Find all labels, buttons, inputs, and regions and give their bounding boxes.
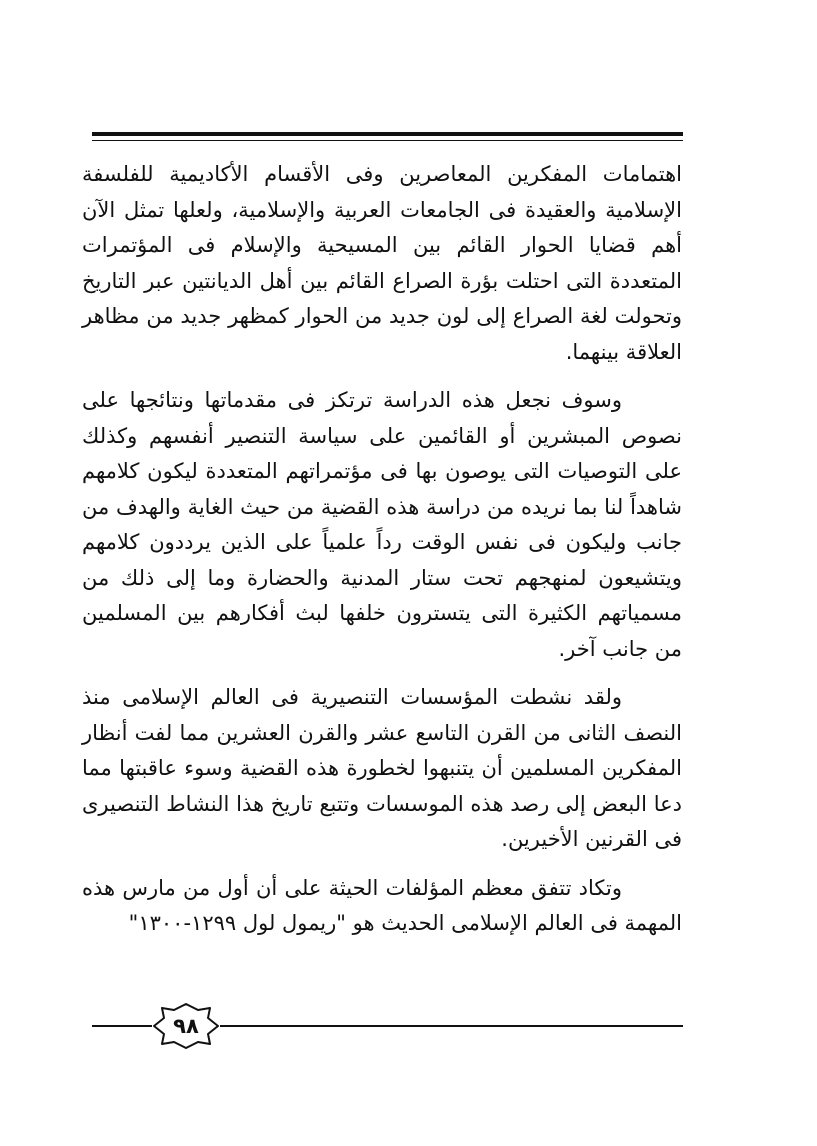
header-rule-thin xyxy=(92,140,683,141)
paragraph-1: اهتمامات المفكرين المعاصرين وفى الأقسام الأكاديمية للفلسفة الإسلامية والعقيدة فى الجامعات العربية والإسلامية، ولعلها تمثل الآن أهم قضايا الحوار القائم بين المسيحية والإسلام فى المؤتمرات المتعددة التى احتلت بؤرة الصراع القائم بين أهل الديانتين عبر التاريخ وتحولت لغة الصراع إلى لون جديد من الحوار كمظهر جديد من مظاهر العلاقة بينهما. xyxy=(82,162,682,364)
paragraph-2: وسوف نجعل هذه الدراسة ترتكز فى مقدماتها ونتائجها على نصوص المبشرين أو القائمين على سياسة التنصير أنفسهم وكذلك على التوصيات التى يوصون بها فى مؤتمراتهم المتعددة ليكون كلامهم شاهداً لنا بما نريده من دراسة هذه القضية من حيث الغاية والهدف من جانب وليكون فى نفس الوقت رداً علمياً على الذين يرددون كلامهم ويتشيعون لمنهجهم تحت ستار المدنية والحضارة وما إلى ذلك من مسمياتهم الكثيرة التى يتسترون خلفها لبث أفكارهم بين المسلمين من جانب آخر. xyxy=(82,388,682,661)
body-text xyxy=(82,157,682,942)
page-number: ٩٨ xyxy=(173,1014,199,1038)
paragraph-3: ولقد نشطت المؤسسات التنصيرية فى العالم الإسلامى منذ النصف الثانى من القرن التاسع عشر والقرن العشرين مما لفت أنظار المفكرين المسلمين أن يتنبهوا لخطورة هذه القضية وسوء عاقبتها مما دعا البعض إلى رصد هذه الموسسات وتتبع تاريخ هذا النشاط التنصيرى فى القرنين الأخيرين. xyxy=(82,685,682,851)
footer-rule-left xyxy=(92,1025,152,1027)
paragraph-4: وتكاد تتفق معظم المؤلفات الحيثة على أن أول من مارس هذه المهمة فى العالم الإسلامى الحديث هو "ريمول لول ١٢٩٩-١٣٠٠" xyxy=(82,875,682,935)
footer-rule-right xyxy=(220,1025,683,1027)
header-rule-thick xyxy=(92,132,683,136)
